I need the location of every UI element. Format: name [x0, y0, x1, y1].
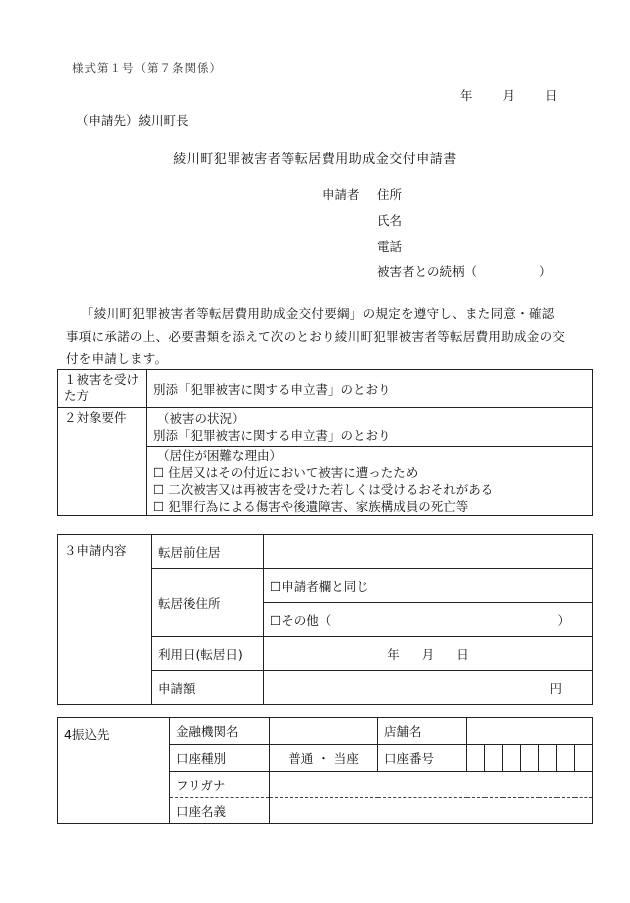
applicant-name-label: 氏名 [377, 213, 403, 228]
checkbox-icon[interactable]: ☐ [153, 482, 165, 497]
damage-value: 別添「犯罪被害に関する申立書」のとおり [153, 428, 391, 443]
account-holder-input[interactable] [270, 798, 593, 824]
victim-value: 別添「犯罪被害に関する申立書」のとおり [147, 370, 593, 408]
reason-option-2[interactable] [153, 481, 586, 498]
account-digit-3[interactable] [503, 745, 521, 772]
other-close: ） [557, 612, 570, 628]
applicant-address-label: 住所 [377, 187, 403, 202]
same-as-applicant-option[interactable]: ☐申請者欄と同じ [264, 569, 593, 603]
reason-text-3: 犯罪行為による傷害や後遺障害、家族構成員の死亡等 [168, 499, 469, 514]
victim-label: １被害を受けた方 [58, 370, 147, 408]
amount-input[interactable] [264, 671, 593, 705]
use-day-label: 日 [456, 646, 469, 662]
transfer-label: 4振込先 [58, 718, 170, 824]
branch-name-label: 店舗名 [378, 718, 467, 745]
bank-transfer-table [57, 717, 593, 824]
use-year-label: 年 [387, 646, 400, 662]
applicant-phone-label: 電話 [377, 239, 403, 254]
bank-name-input[interactable] [270, 718, 378, 745]
account-number-label: 口座番号 [378, 745, 467, 772]
other-open: ☐その他（ [270, 612, 332, 628]
requirements-label-continued [58, 447, 147, 516]
damage-heading: （被害の状況） [157, 411, 245, 426]
use-month-label: 月 [421, 646, 435, 662]
checkbox-icon[interactable]: ☐ [153, 465, 165, 480]
furigana-label: フリガナ [170, 772, 270, 798]
residence-difficulty-cell [147, 447, 593, 516]
reason-option-3[interactable] [153, 498, 586, 515]
date-year-label: 年 [460, 88, 473, 103]
account-digit-1[interactable] [467, 745, 485, 772]
checkbox-icon[interactable]: ☐ [153, 499, 165, 514]
account-digit-6[interactable] [557, 745, 575, 772]
reason-option-1[interactable] [153, 464, 586, 481]
reason-heading: （居住が困難な理由） [157, 448, 283, 463]
date-month-label: 月 [502, 88, 516, 103]
page-title: 綾川町犯罪被害者等転居費用助成金交付申請書 [173, 152, 457, 167]
new-address-label: 転居後住所 [152, 569, 264, 637]
bank-name-label: 金融機関名 [170, 718, 270, 745]
furigana-input[interactable] [270, 772, 593, 798]
form-number: 様式第１号（第７条関係） [72, 61, 222, 75]
relation-close: ） [539, 264, 552, 279]
statement-text: 「綾川町犯罪被害者等転居費用助成金交付要綱」の規定を遵守し、また同意・確認事項に承諾の上、必要書類を添えて次のとおり綾川町犯罪被害者等転居費用助成金の交付を申請します。 [66, 306, 566, 366]
application-details-table [57, 534, 593, 705]
prev-address-input[interactable] [264, 535, 593, 569]
account-digit-7[interactable] [575, 745, 593, 772]
applicant-relation-field [377, 262, 552, 280]
reason-text-1: 住居又はその付近において被害に遭ったため [168, 465, 419, 480]
account-digit-5[interactable] [539, 745, 557, 772]
account-type-label: 口座種別 [170, 745, 270, 772]
branch-name-input[interactable] [467, 718, 593, 745]
reason-text-2: 二次被害又は再被害を受けた若しくは受けるおそれがある [168, 482, 494, 497]
applicant-label: 申請者 [322, 187, 360, 202]
account-type-options[interactable]: 普通 ・ 当座 [270, 745, 378, 772]
relation-label: 被害者との続柄（ [377, 264, 478, 279]
account-holder-label: 口座名義 [170, 798, 270, 824]
requirements-label: ２対象要件 [58, 408, 147, 447]
other-address-option[interactable] [264, 603, 593, 637]
amount-label: 申請額 [152, 671, 264, 705]
account-digit-4[interactable] [521, 745, 539, 772]
use-date-label: 利用日(転居日) [152, 637, 264, 671]
addressee: （申請先）綾川町長 [76, 113, 189, 128]
application-date [460, 86, 558, 104]
date-day-label: 日 [545, 88, 558, 103]
victim-requirements-table [57, 369, 593, 516]
account-digit-2[interactable] [485, 745, 503, 772]
application-details-label: ３申請内容 [58, 535, 152, 705]
yen-label: 円 [549, 680, 562, 696]
application-statement [66, 303, 566, 371]
prev-address-label: 転居前住居 [152, 535, 264, 569]
damage-status-cell [147, 408, 593, 447]
use-date-input[interactable] [264, 637, 593, 671]
